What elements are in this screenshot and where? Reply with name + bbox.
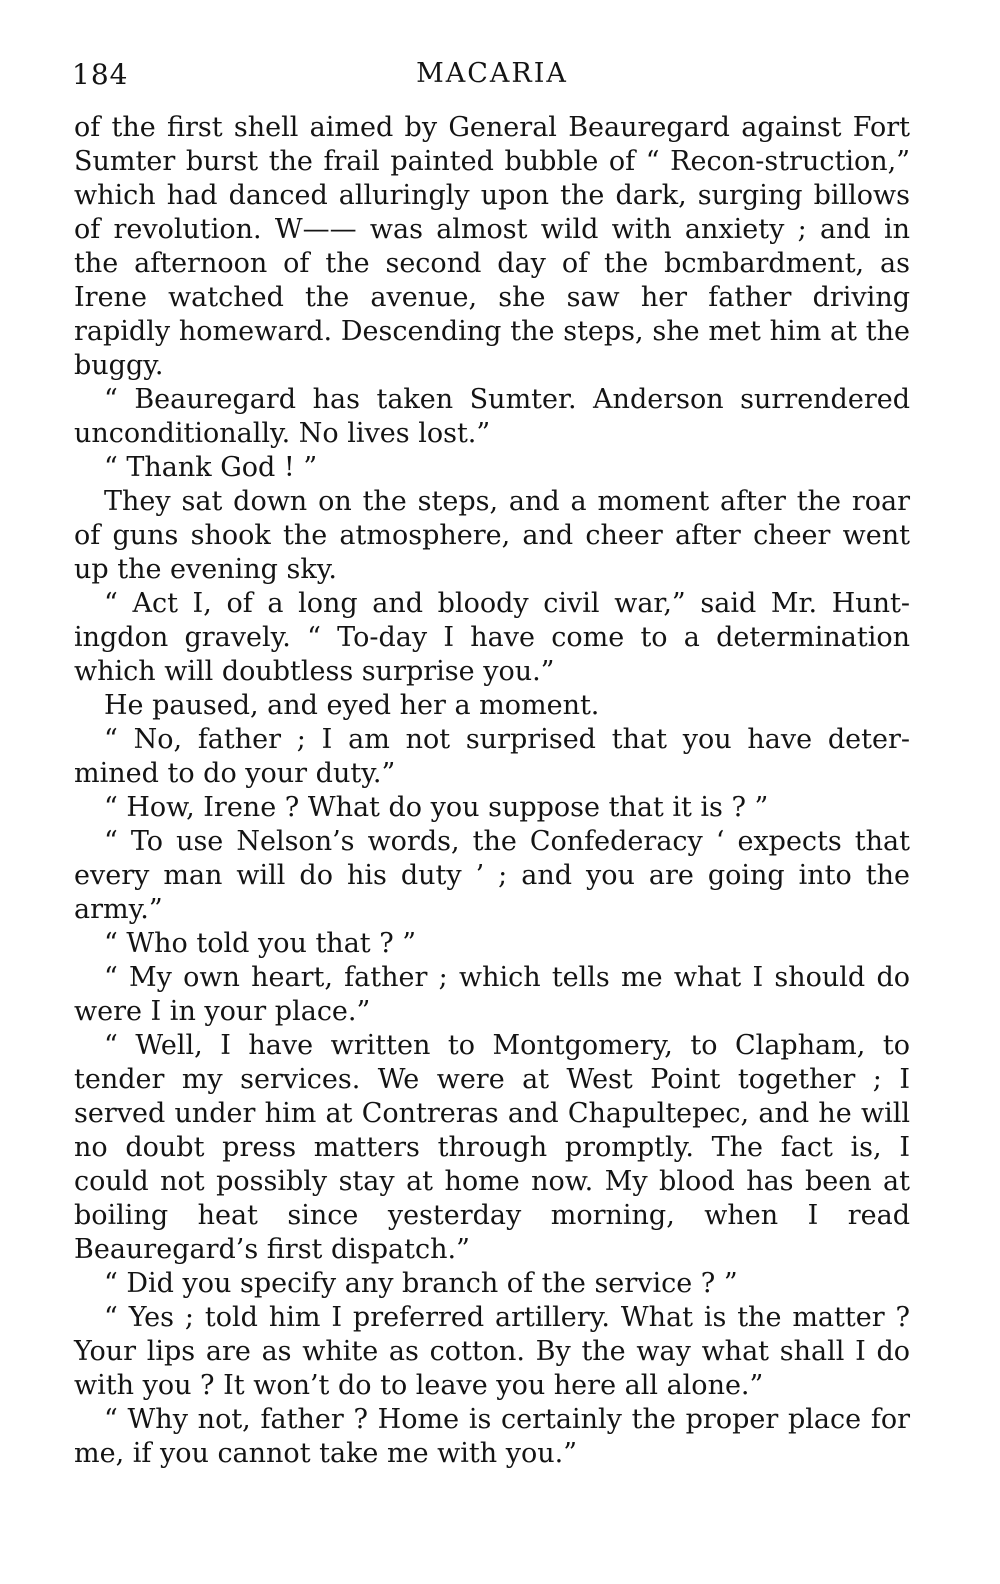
paragraph: “ Who told you that ? ” bbox=[104, 928, 417, 959]
paragraph: of the first shell aimed by General Beauregard against Fort Sumter burst the frail painted bubble of “ Recon-struction,” which had danced alluringly upon the dark, surging billows of revolution. W—— was almost wild with anxiety ; and in the afternoon of the second day of the bcmbardment, as Irene watched the avenue, she saw her father driving rapidly homeward. Descending the steps, she met him at the buggy. bbox=[74, 112, 910, 381]
paragraph: “ To use Nelson’s words, the Confederacy ‘ expects that every man will do his duty ’ ; and you are going into the army.” bbox=[74, 826, 910, 925]
paragraph: “ Yes ; told him I preferred artillery. What is the matter ? Your lips are as white as cotton. By the way what shall I do with you ? It won’t do to leave you here all alone.” bbox=[74, 1302, 910, 1401]
paragraph: “ My own heart, father ; which tells me what I should do were I in your place.” bbox=[74, 962, 910, 1027]
paragraph: “ Beauregard has taken Sumter. Anderson surrendered unconditionally. No lives lost.” bbox=[74, 384, 910, 449]
page-number: 184 bbox=[72, 58, 129, 91]
paragraph: “ No, father ; I am not surprised that you have deter-mined to do your duty.” bbox=[74, 724, 910, 789]
paragraph: He paused, and eyed her a moment. bbox=[104, 690, 600, 721]
running-title: MACARIA bbox=[416, 58, 568, 89]
paragraph: “ Act I, of a long and bloody civil war,” said Mr. Hunt-ingdon gravely. “ To-day I have come to a determination which will doubtless surprise you.” bbox=[74, 588, 910, 687]
paragraph: “ Thank God ! ” bbox=[104, 452, 318, 483]
page-header bbox=[72, 58, 912, 98]
paragraph: “ Why not, father ? Home is certainly the proper place for me, if you cannot take me with you.” bbox=[74, 1404, 910, 1469]
body-text bbox=[74, 111, 910, 1471]
paragraph: “ How, Irene ? What do you suppose that it is ? ” bbox=[104, 792, 769, 823]
paragraph: “ Well, I have written to Montgomery, to Clapham, to tender my services. We were at West Point together ; I served under him at Contreras and Chapultepec, and he will no doubt press matters through promptly. The fact is, I could not possibly stay at home now. My blood has been at boiling heat since yesterday morning, when I read Beauregard’s first dispatch.” bbox=[74, 1030, 910, 1265]
paragraph: “ Did you specify any branch of the service ? ” bbox=[104, 1268, 738, 1299]
paragraph: They sat down on the steps, and a moment after the roar of guns shook the atmosphere, and cheer after cheer went up the evening sky. bbox=[74, 486, 910, 585]
